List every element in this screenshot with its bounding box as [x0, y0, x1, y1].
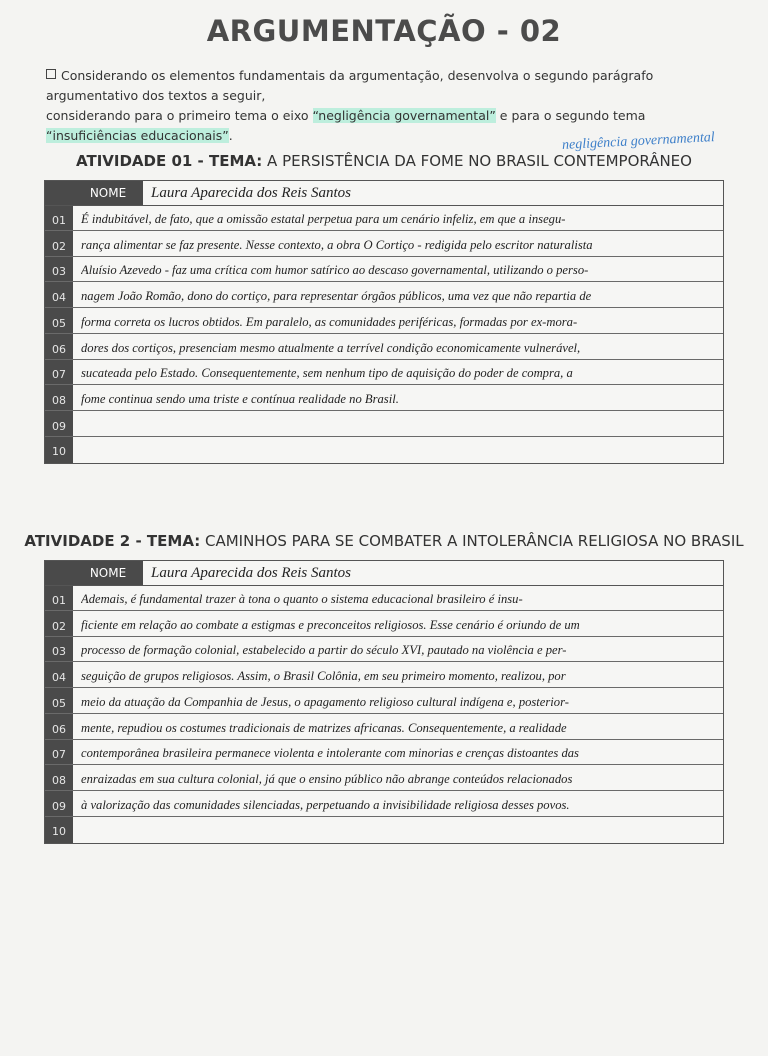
- handwritten-text: dores dos cortiços, presenciam mesmo atualmente a terrível condição economicamente vulnerável,: [81, 340, 581, 355]
- line-number: 03: [52, 645, 66, 659]
- line-number: 05: [52, 696, 66, 710]
- handwritten-text: [81, 817, 719, 841]
- writing-line[interactable]: [45, 309, 723, 334]
- checkbox-icon: [46, 69, 56, 79]
- line-number: 01: [52, 594, 66, 607]
- writing-line[interactable]: [45, 206, 723, 231]
- instructions-line-2: considerando para o primeiro tema o eixo “negligência governamental” e para o segundo tema “insuficiências educacionais”.: [46, 108, 646, 143]
- name-value[interactable]: Laura Aparecida dos Reis Santos: [151, 185, 352, 201]
- line-number: 01: [52, 214, 66, 227]
- writing-line[interactable]: [45, 689, 723, 714]
- handwritten-text: seguição de grupos religiosos. Assim, o Brasil Colônia, em seu primeiro momento, realizou, por: [81, 669, 566, 684]
- writing-line[interactable]: [45, 740, 723, 765]
- writing-line[interactable]: [45, 412, 723, 437]
- name-label: NOME: [73, 181, 143, 205]
- name-row: [45, 561, 723, 586]
- writing-line[interactable]: [45, 283, 723, 308]
- activity-2-sheet: [44, 560, 724, 844]
- handwritten-text: rança alimentar se faz presente. Nesse contexto, a obra O Cortiço - redigida pelo escritor naturalista: [81, 237, 593, 252]
- line-number: 07: [52, 368, 66, 382]
- writing-line[interactable]: [45, 257, 723, 282]
- handwritten-text: [81, 412, 719, 436]
- activity-1-sheet: [44, 180, 724, 464]
- handwritten-text: fome continua sendo uma triste e contínua realidade no Brasil.: [81, 391, 399, 406]
- line-number: 04: [52, 671, 66, 685]
- writing-line[interactable]: [45, 612, 723, 637]
- writing-line[interactable]: [45, 766, 723, 791]
- line-number: 06: [52, 722, 66, 736]
- line-number: 09: [52, 799, 66, 813]
- handwritten-text: processo de formação colonial, estabelecido a partir do século XVI, pautado na violência e per-: [81, 643, 567, 658]
- line-number: 05: [52, 316, 66, 330]
- name-row: [45, 181, 723, 206]
- name-label: NOME: [73, 561, 143, 585]
- name-value[interactable]: Laura Aparecida dos Reis Santos: [151, 565, 352, 581]
- handwritten-text: meio da atuação da Companhia de Jesus, o apagamento religioso cultural indígena e, posterior-: [81, 694, 569, 709]
- highlight-axis-2: “insuficiências educacionais”: [46, 128, 229, 143]
- writing-line[interactable]: [45, 335, 723, 360]
- handwritten-text: contemporânea brasileira permanece violenta e intolerante com minorias e crenças distoantes das: [81, 746, 579, 761]
- writing-line[interactable]: [45, 637, 723, 662]
- activity-2-title: ATIVIDADE 2 - TEMA: CAMINHOS PARA SE COMBATER A INTOLERÂNCIA RELIGIOSA NO BRASIL: [24, 532, 744, 550]
- handwritten-margin-note: negligência governamental: [561, 130, 716, 153]
- writing-line[interactable]: [45, 663, 723, 688]
- line-number: 08: [52, 393, 66, 407]
- writing-line[interactable]: [45, 437, 723, 461]
- writing-line[interactable]: [45, 360, 723, 385]
- line-number: 07: [52, 748, 66, 762]
- writing-line[interactable]: [45, 792, 723, 817]
- writing-line[interactable]: [45, 715, 723, 740]
- line-number: 02: [52, 239, 66, 253]
- writing-line[interactable]: [45, 232, 723, 257]
- handwritten-text: ficiente em relação ao combate a estigmas e preconceitos religiosos. Esse cenário é oriundo de um: [81, 617, 580, 632]
- line-number: 04: [52, 291, 66, 305]
- handwritten-text: forma correta os lucros obtidos. Em paralelo, as comunidades periféricas, formadas por ex-mora-: [81, 314, 578, 329]
- highlight-axis-1: “negligência governamental”: [312, 108, 496, 123]
- handwritten-text: sucateada pelo Estado. Consequentemente, sem nenhum tipo de aquisição do poder de compra, a: [81, 366, 573, 381]
- activity-1-title: ATIVIDADE 01 - TEMA: A PERSISTÊNCIA DA FOME NO BRASIL CONTEMPORÂNEO: [76, 152, 692, 170]
- line-number: 03: [52, 265, 66, 279]
- writing-line[interactable]: [45, 386, 723, 411]
- handwritten-text: É indubitável, de fato, que a omissão estatal perpetua para um cenário infeliz, em que a insegu-: [81, 212, 566, 226]
- line-number: 09: [52, 419, 66, 433]
- handwritten-text: enraizadas em sua cultura colonial, já que o ensino público não abrange conteúdos relacionados: [81, 771, 573, 786]
- handwritten-text: Ademais, é fundamental trazer à tona o quanto o sistema educacional brasileiro é insu-: [81, 592, 523, 606]
- handwritten-text: nagem João Romão, dono do cortiço, para representar órgãos públicos, uma vez que não repartia de: [81, 289, 592, 304]
- line-number: 02: [52, 619, 66, 633]
- line-number: 06: [52, 342, 66, 356]
- page-title: ARGUMENTAÇÃO - 02: [206, 14, 562, 48]
- handwritten-text: Aluísio Azevedo - faz uma crítica com humor satírico ao descaso governamental, utilizando o perso-: [81, 263, 589, 278]
- handwritten-text: [81, 437, 719, 461]
- line-number: 08: [52, 773, 66, 787]
- writing-line[interactable]: [45, 586, 723, 611]
- line-number: 10: [52, 445, 66, 459]
- writing-line[interactable]: [45, 817, 723, 841]
- line-number: 10: [52, 825, 66, 839]
- instructions-line-1: Considerando os elementos fundamentais da argumentação, desenvolva o segundo parágrafo argumentativo dos textos a seguir,: [46, 68, 654, 103]
- handwritten-text: à valorização das comunidades silenciadas, perpetuando a invisibilidade religiosa desses povos.: [81, 797, 570, 812]
- handwritten-text: mente, repudiou os costumes tradicionais de matrizes africanas. Consequentemente, a realidade: [81, 720, 567, 735]
